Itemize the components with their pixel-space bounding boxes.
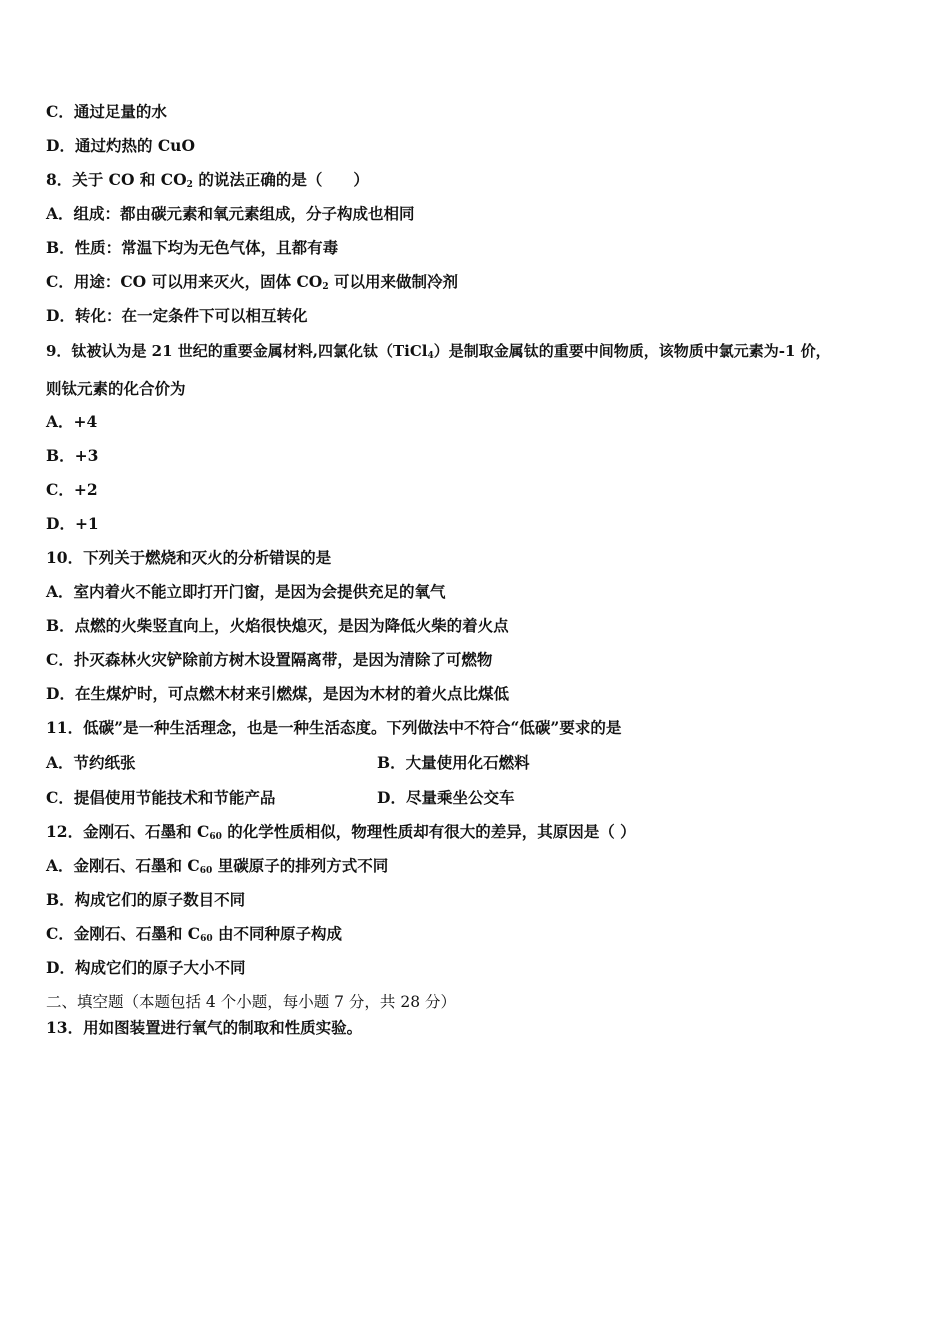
q9-option-d: D．+1 [46,514,99,533]
q8-text-b: 的说法正确的是（ ） [192,170,369,189]
q12a-text-b: 里碳原子的排列方式不同 [212,856,389,875]
question-10: 10．下列关于燃烧和灭火的分析错误的是 [46,548,332,567]
q10-option-b: B．点燃的火柴竖直向上，火焰很快熄灭，是因为降低火柴的着火点 [46,616,509,635]
q9-option-c: C．+2 [46,480,98,499]
q8c-text-a: C．用途：CO 可以用来灭火，固体 CO [46,272,323,291]
q11-option-a: A．节约纸张 [46,753,136,772]
q12-option-c [46,924,342,949]
question-8 [46,170,369,195]
option-d-cuo: D．通过灼热的 CuO [46,136,195,155]
q12-text-a: 12．金刚石、石墨和 C [46,822,210,841]
q10-option-a: A．室内着火不能立即打开门窗，是因为会提供充足的氧气 [46,582,446,601]
q9-option-a: A．+4 [46,412,98,431]
q8-text-a: 8．关于 CO 和 CO [46,170,187,189]
q9-subscript: 4 [427,351,434,361]
q12a-text-a: A．金刚石、石墨和 C [46,856,200,875]
q12-option-d: D．构成它们的原子大小不同 [46,958,246,977]
q12c-subscript: 60 [200,934,213,944]
q8-option-c [46,272,458,297]
q11-option-c: C．提倡使用节能技术和节能产品 [46,788,276,807]
q12-subscript: 60 [209,832,222,842]
q9-text-b: ）是制取金属钛的重要中间物质，该物质中氯元素为-1 价， [433,342,831,360]
q8-subscript: 2 [186,180,193,190]
question-11: 11．低碳”是一种生活理念，也是一种生活态度。下列做法中不符合“低碳”要求的是 [46,718,622,737]
q8c-text-b: 可以用来做制冷剂 [328,272,458,291]
question-9-line1 [46,341,831,366]
question-12 [46,822,636,847]
q12c-text-a: C．金刚石、石墨和 C [46,924,201,943]
q12c-text-b: 由不同种原子构成 [212,924,343,943]
question-9-line2: 则钛元素的化合价为 [46,379,186,398]
q8-option-d: D．转化：在一定条件下可以相互转化 [46,306,308,325]
q12-text-b: 的化学性质相似，物理性质却有很大的差异，其原因是（ ） [221,822,636,841]
q11-option-d: D．尽量乘坐公交车 [377,788,515,807]
question-13: 13．用如图装置进行氧气的制取和性质实验。 [46,1018,363,1037]
q12-option-b: B．构成它们的原子数目不同 [46,890,246,909]
q9-option-b: B．+3 [46,446,99,465]
q9-text-a: 9．钛被认为是 21 世纪的重要金属材料,四氯化钛（TiCl [46,342,428,360]
q12-option-a [46,856,388,881]
q8c-subscript: 2 [322,282,329,292]
q12a-subscript: 60 [199,866,213,876]
option-c-water: C．通过足量的水 [46,102,167,121]
q11-option-b: B．大量使用化石燃料 [377,753,530,772]
q8-option-b: B．性质：常温下均为无色气体，且都有毒 [46,238,339,257]
q10-option-d: D．在生煤炉时，可点燃木材来引燃煤，是因为木材的着火点比煤低 [46,684,509,703]
section-2-heading: 二、填空题（本题包括 4 个小题，每小题 7 分，共 28 分） [46,993,457,1011]
q8-option-a: A．组成：都由碳元素和氧元素组成，分子构成也相同 [46,204,415,223]
q10-option-c: C．扑灭森林火灾铲除前方树木设置隔离带，是因为清除了可燃物 [46,650,493,669]
